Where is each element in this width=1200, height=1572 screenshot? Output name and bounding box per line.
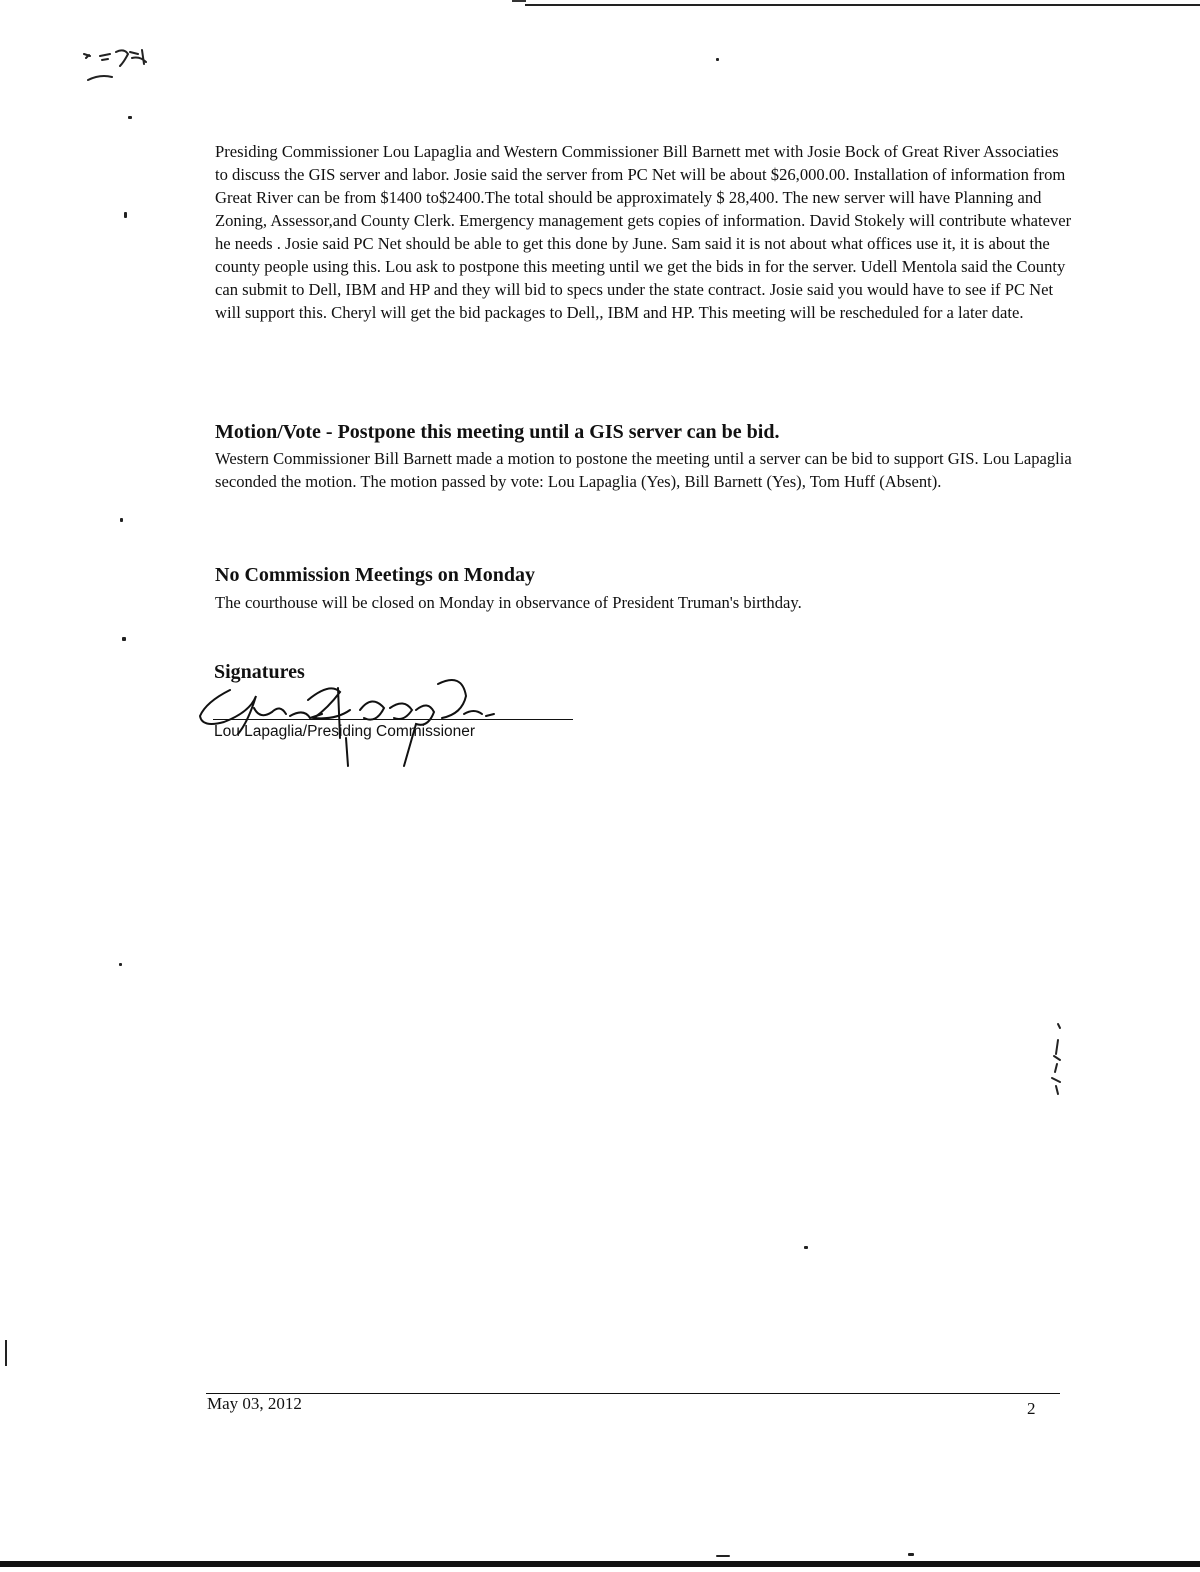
notice-heading: No Commission Meetings on Monday xyxy=(215,564,536,586)
scan-speck xyxy=(804,1246,808,1249)
scan-speck xyxy=(716,58,719,61)
scan-speck xyxy=(716,1555,730,1557)
scan-mark-top-tick xyxy=(512,0,526,2)
motion-heading: Motion/Vote - Postpone this meeting until a GIS server can be bid. xyxy=(215,421,780,443)
scan-speck xyxy=(120,518,123,522)
scan-speck xyxy=(122,637,126,641)
footer-date: May 03, 2012 xyxy=(207,1394,302,1413)
scan-speck xyxy=(908,1553,914,1556)
motion-paragraph: Western Commissioner Bill Barnett made a motion to postone the meeting until a server can be bid to support GIS. Lou Lapaglia seconded the motion. The motion passed by vote: Lou Lapaglia (Yes), Bill Barnett (Yes), Tom Huff (Absent). xyxy=(215,449,1072,491)
handwritten-signature xyxy=(190,668,510,768)
scan-speck xyxy=(119,963,122,966)
signer-name: Lou Lapaglia/Presiding Commissioner xyxy=(214,723,476,740)
scan-scribble-right xyxy=(1044,1020,1068,1100)
page-number: 2 xyxy=(1027,1399,1036,1418)
footer-rule xyxy=(206,1393,1060,1394)
scan-speck xyxy=(124,212,127,218)
signatures-heading: Signatures xyxy=(214,661,305,683)
scan-mark-left-bar xyxy=(5,1340,7,1366)
scan-mark-bottom-rule xyxy=(0,1561,1200,1567)
notice-paragraph: The courthouse will be closed on Monday in observance of President Truman's birthday. xyxy=(215,593,802,612)
meeting-notes-paragraph: Presiding Commissioner Lou Lapaglia and Western Commissioner Bill Barnett met with Josie Bock of Great River Associaties to discuss the GIS server and labor. Josie said the server from PC Net will be about $26,000.00. Installation of information from Great River can be from $1400 to$2400.The total should be approximately $ 28,400. The new server will have Planning and Zoning, Assessor,and County Clerk. Emergency management gets copies of information. David Stokely will contribute whatever he needs . Josie said PC Net should be able to get this done by June. Sam said it is not about what offices use it, it is about the county people using this. Lou ask to postpone this meeting until we get the bids in for the server. Udell Mentola said the County can submit to Dell, IBM and HP and they will bid to specs under the state contract. Josie said you would have to see if PC Net will support this. Cheryl will get the bid packages to Dell,, IBM and HP. This meeting will be rescheduled for a later date. xyxy=(215,142,1072,322)
scan-speck xyxy=(128,116,132,119)
scan-mark-top-rule xyxy=(525,4,1200,6)
scan-scribble-top-left xyxy=(80,44,170,86)
